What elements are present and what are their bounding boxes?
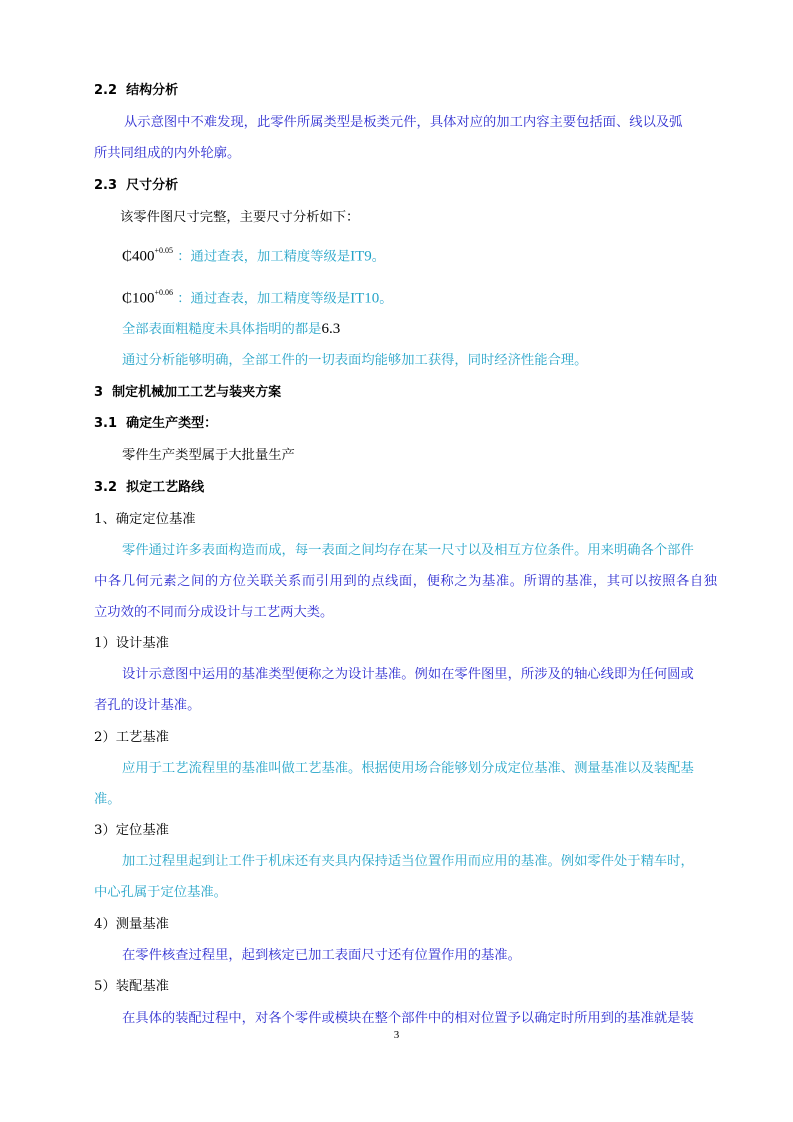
roughness-note: 全部表面粗糙度未具体指明的都是6.3 [122,321,341,337]
dimension-100: $₵100^{+0.06}$ ：通过查表，加工精度等级是IT10。 [122,288,393,307]
item-1-heading: 1、确定定位基准 [94,512,196,527]
locating-datum-line-2: 中心孔属于定位基准。 [94,885,227,900]
measuring-datum-line-1: 在零件核查过程里，起到核定已加工表面尺寸还有位置作用的基准。 [122,948,521,963]
dimension-summary: 通过分析能够明确，全部工件的一切表面均能够加工获得，同时经济性能合理。 [122,353,588,368]
tolerance: +0.06 [154,288,174,297]
section-2-2-heading: 2.2 结构分析 [94,83,179,98]
tolerance: +0.05 [154,246,174,255]
sub-item-locating-datum: 3）定位基准 [94,823,169,838]
sub-item-design-datum: 1）设计基准 [94,636,169,651]
process-datum-line-2: 准。 [94,792,121,807]
design-datum-line-1: 设计示意图中运用的基准类型便称之为设计基准。例如在零件图里，所涉及的轴心线即为任何圆或 [122,667,694,682]
locating-datum-line-1: 加工过程里起到让工件于机床还有夹具内保持适当位置作用而应用的基准。例如零件处于精车时， [122,854,694,869]
structure-analysis-line-2: 所共同组成的内外轮廓。 [94,146,241,161]
sub-item-assembly-datum: 5）装配基准 [94,979,169,994]
datum-paragraph-line-1: 零件通过许多表面构造而成，每一表面之间均存在某一尺寸以及相互方位条件。用来明确各个部件 [122,543,694,558]
datum-paragraph-line-3: 立功效的不同而分成设计与工艺两大类。 [94,605,334,620]
datum-paragraph-line-2: 中各几何元素之间的方位关联关系而引用到的点线面，便称之为基准。所谓的基准，其可以按照各自独 [94,574,717,589]
sub-item-measuring-datum: 4）测量基准 [94,917,169,932]
dimension-400: $₵400^{+0.05}$ ：通过查表，加工精度等级是IT9。 [122,246,386,265]
diameter-symbol: ₵ [122,290,133,307]
dimension-intro: 该零件图尺寸完整，主要尺寸分析如下： [120,210,360,225]
page-number: 3 [393,1029,400,1041]
production-type: 零件生产类型属于大批量生产 [122,448,295,463]
diameter-symbol: ₵ [122,248,133,265]
sub-item-process-datum: 2）工艺基准 [94,730,169,745]
structure-analysis-line-1: 从示意图中不难发现，此零件所属类型是板类元件，具体对应的加工内容主要包括面、线以及弧 [124,115,683,130]
section-3-2-heading: 3.2 拟定工艺路线 [94,480,205,495]
section-2-3-heading: 2.3 尺寸分析 [94,178,179,193]
process-datum-line-1: 应用于工艺流程里的基准叫做工艺基准。根据使用场合能够划分成定位基准、测量基准以及装配基 [122,761,694,776]
section-3-heading: 3 制定机械加工工艺与装夹方案 [94,385,282,400]
section-3-1-heading: 3.1 确定生产类型： [94,416,218,431]
assembly-datum-line-1: 在具体的装配过程中，对各个零件或模块在整个部件中的相对位置予以确定时所用到的基准就是装 [122,1011,694,1026]
design-datum-line-2: 者孔的设计基准。 [94,698,201,713]
